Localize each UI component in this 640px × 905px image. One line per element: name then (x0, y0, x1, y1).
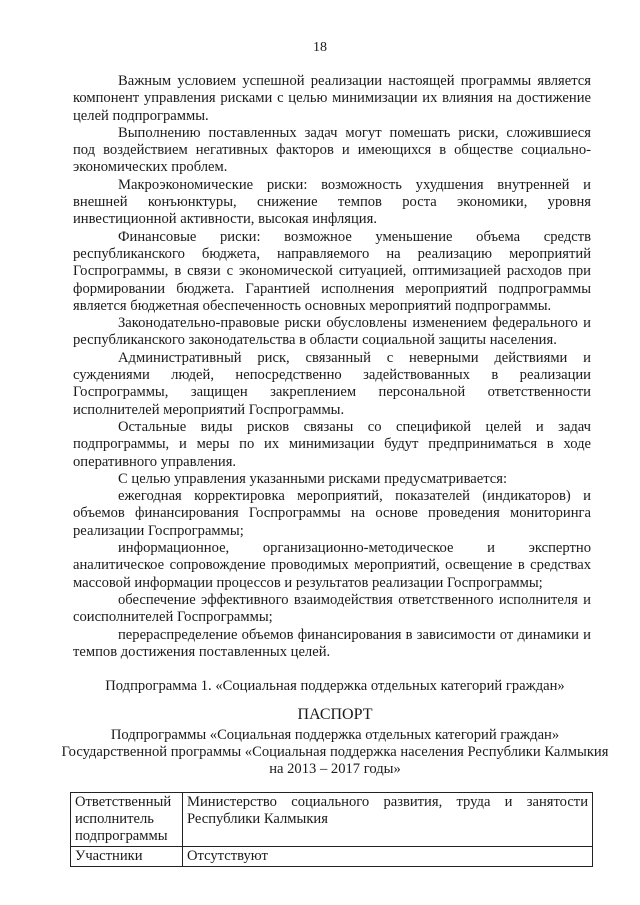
table-row (71, 847, 593, 867)
page-number: 18 (313, 40, 327, 55)
paragraph: Административный риск, связанный с неверными действиями и суждениями людей, непосредственно задействованных в реализации Госпрограммы, защищен закреплением персональной ответственности исполнителей мероприятий Госпрограммы. (73, 349, 591, 418)
table-cell-label: Участники (71, 847, 183, 867)
paragraph: С целью управления указанными рисками предусматривается: (118, 470, 508, 487)
passport-title: Подпрограммы «Социальная поддержка отдельных категорий граждан» Государственной программы «Социальная поддержка населения Республики Калмыкия на 2013 – 2017 годы» (61, 727, 609, 777)
paragraph: Важным условием успешной реализации настоящей программы является компонент управления рисками с целью минимизации их влияния на достижение целей подпрограммы. (73, 73, 591, 124)
table-row (71, 793, 593, 847)
paragraph: Финансовые риски: возможное уменьшение объема средств республиканского бюджета, направляемого на реализацию мероприятий Госпрограммы, в связи с экономической ситуацией, оптимизацией расходов при формировании бюджета. Гарантией исполнения мероприятий подпрограммы является бюджетная обеспеченность основных мероприятий подпрограммы. (73, 228, 591, 314)
paragraph: Остальные виды рисков связаны со спецификой целей и задач подпрограммы, и меры по их минимизации будут предприниматься в ходе оперативного управления. (73, 418, 591, 470)
paragraph: обеспечение эффективного взаимодействия ответственного исполнителя и соисполнителей Госпрограммы; (73, 591, 591, 626)
paragraph: Выполнению поставленных задач могут помешать риски, сложившиеся под воздействием негативных факторов и имеющихся в обществе социально-экономических проблем. (73, 124, 591, 176)
paragraph: перераспределение объемов финансирования в зависимости от динамики и темпов достижения поставленных целей. (73, 626, 591, 660)
paragraph: Макроэкономические риски: возможность ухудшения внутренней и внешней конъюнктуры, снижение темпов роста экономики, уровня инвестиционной активности, высокая инфляция. (73, 176, 591, 228)
paragraph: информационное, организационно-методическое и экспертно аналитическое сопровождение проводимых мероприятий, освещение в средствах массовой информации процессов и результатов реализации Госпрограммы; (73, 540, 591, 591)
subprogram-heading: Подпрограмма 1. «Социальная поддержка отдельных категорий граждан» (105, 678, 565, 694)
body-text (73, 73, 591, 661)
paragraph: Законодательно-правовые риски обусловлены изменением федерального и республиканского законодательства в области социальной защиты населения. (73, 315, 591, 349)
passport-table (70, 792, 593, 867)
table-cell-value: Отсутствуют (183, 847, 593, 867)
paragraph: ежегодная корректировка мероприятий, показателей (индикаторов) и объемов финансирования Госпрограммы на основе проведения мониторинга реализации Госпрограммы; (73, 488, 591, 539)
table-cell-value: Министерство социального развития, труда и занятости Республики Калмыкия (183, 793, 593, 847)
table-cell-label: Ответственный исполнитель подпрограммы (71, 793, 183, 847)
passport-heading: ПАСПОРТ (297, 706, 373, 723)
